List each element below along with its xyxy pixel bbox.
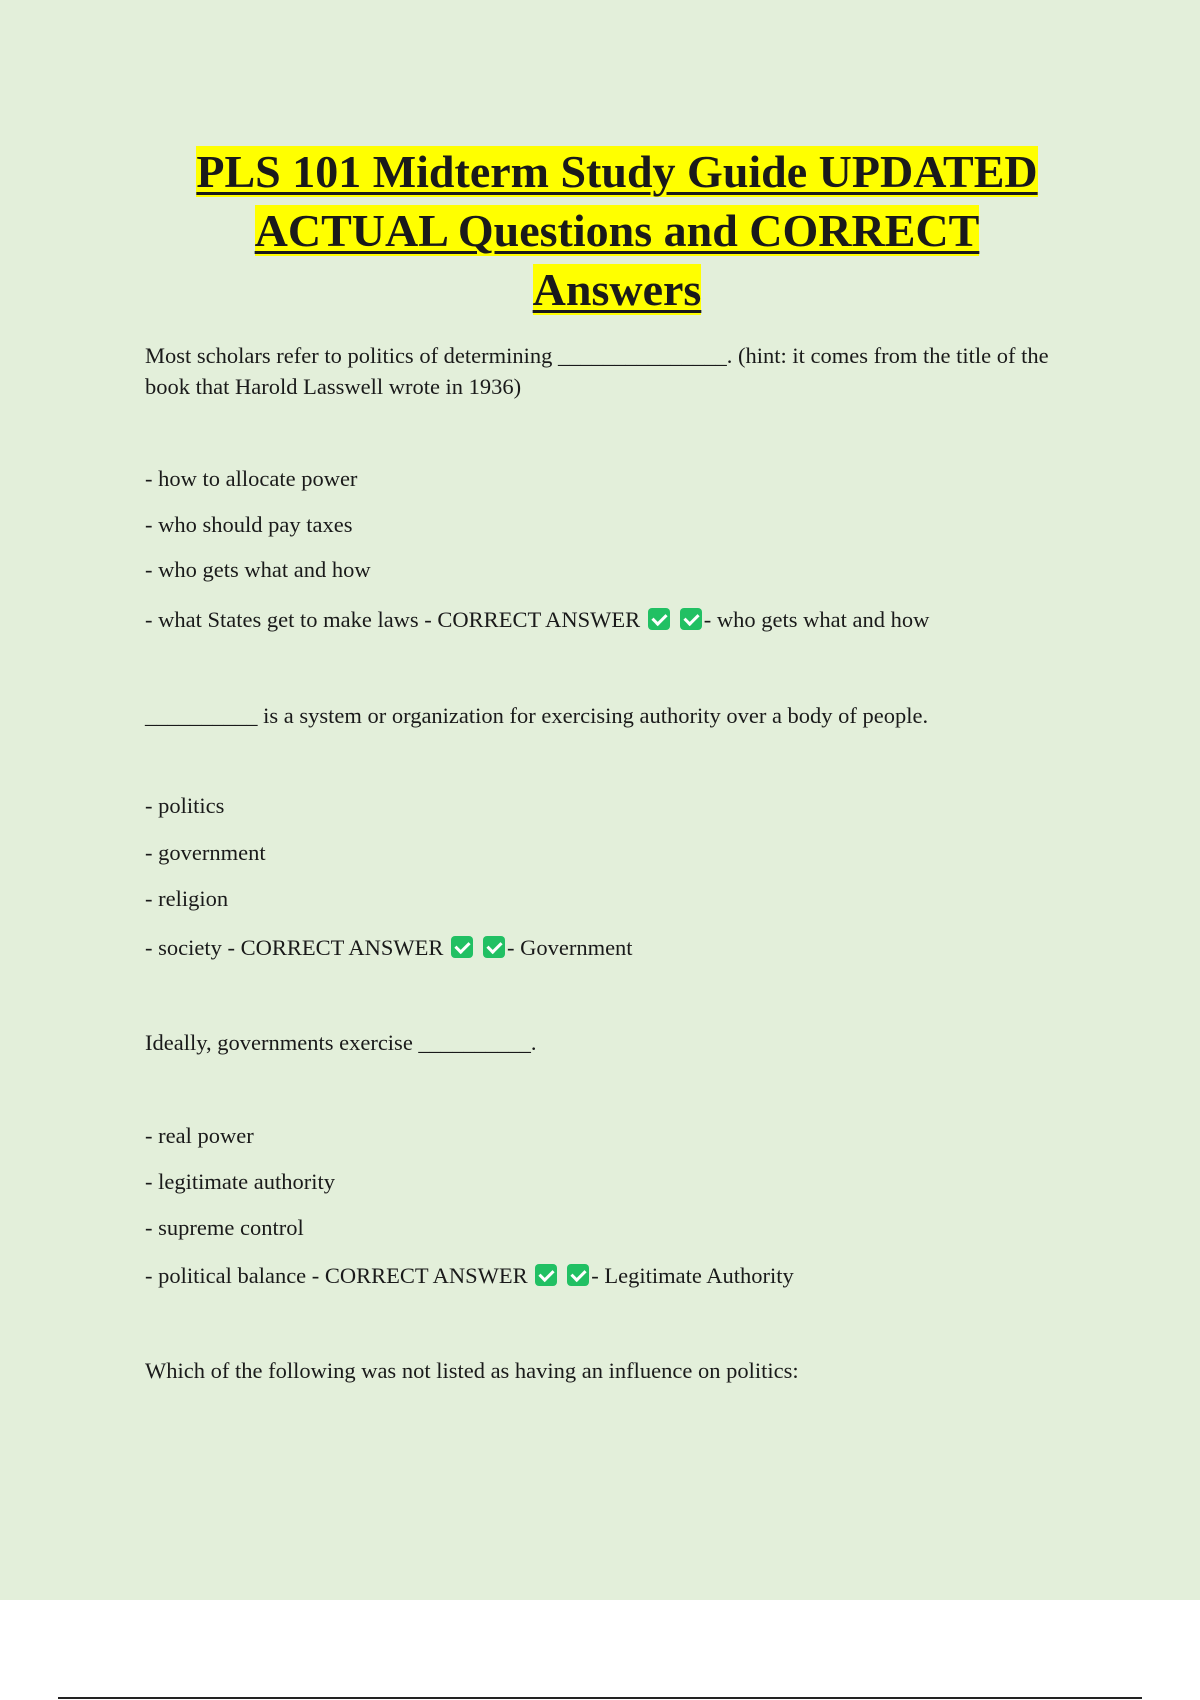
answer-option: - supreme control — [145, 1215, 304, 1240]
page-footer-rule — [58, 1697, 1142, 1699]
answer-option: - government — [145, 840, 266, 865]
answer-option: - how to allocate power — [145, 466, 358, 491]
question-prompt: Most scholars refer to politics of determining _______________. (hint: it comes from the title of the book that Harold Lasswell wrote in 1936) — [145, 343, 1049, 399]
correct-answer-marker — [646, 604, 704, 635]
title-line-1: PLS 101 Midterm Study Guide UPDATED — [196, 146, 1038, 197]
answer-option: - legitimate authority — [145, 1169, 335, 1194]
answer-option: - political balance - CORRECT ANSWER — [145, 1263, 528, 1288]
answer-option-with-key — [145, 1260, 794, 1291]
check-mark-button-icon — [567, 1264, 589, 1286]
answer-option: - real power — [145, 1123, 254, 1148]
answer-option: - religion — [145, 886, 229, 911]
question-prompt: Which of the following was not listed as having an influence on politics: — [145, 1358, 799, 1383]
question-prompt: Ideally, governments exercise __________. — [145, 1030, 537, 1055]
answer-option: - politics — [145, 793, 225, 818]
answer-option-with-key — [145, 932, 633, 963]
check-mark-button-icon — [680, 608, 702, 630]
correct-answer-marker — [449, 932, 507, 963]
answer-option: - who should pay taxes — [145, 512, 353, 537]
answer-option: - who gets what and how — [145, 557, 371, 582]
answer-option: - society - CORRECT ANSWER — [145, 935, 444, 960]
correct-answer-marker — [533, 1260, 591, 1291]
answer-option: - what States get to make laws - CORRECT ANSWER — [145, 607, 641, 632]
check-mark-button-icon — [648, 608, 670, 630]
correct-answer-text: - Legitimate Authority — [591, 1263, 794, 1288]
check-mark-button-icon — [451, 936, 473, 958]
document-title — [130, 142, 1104, 319]
question-prompt: __________ is a system or organization for exercising authority over a body of people. — [145, 703, 929, 728]
check-mark-button-icon — [483, 936, 505, 958]
title-line-3: Answers — [532, 264, 702, 315]
title-line-2: ACTUAL Questions and CORRECT — [254, 205, 980, 256]
check-mark-button-icon — [535, 1264, 557, 1286]
correct-answer-text: - Government — [506, 935, 633, 960]
answer-option-with-key — [145, 604, 929, 635]
correct-answer-text: - who gets what and how — [703, 607, 930, 632]
